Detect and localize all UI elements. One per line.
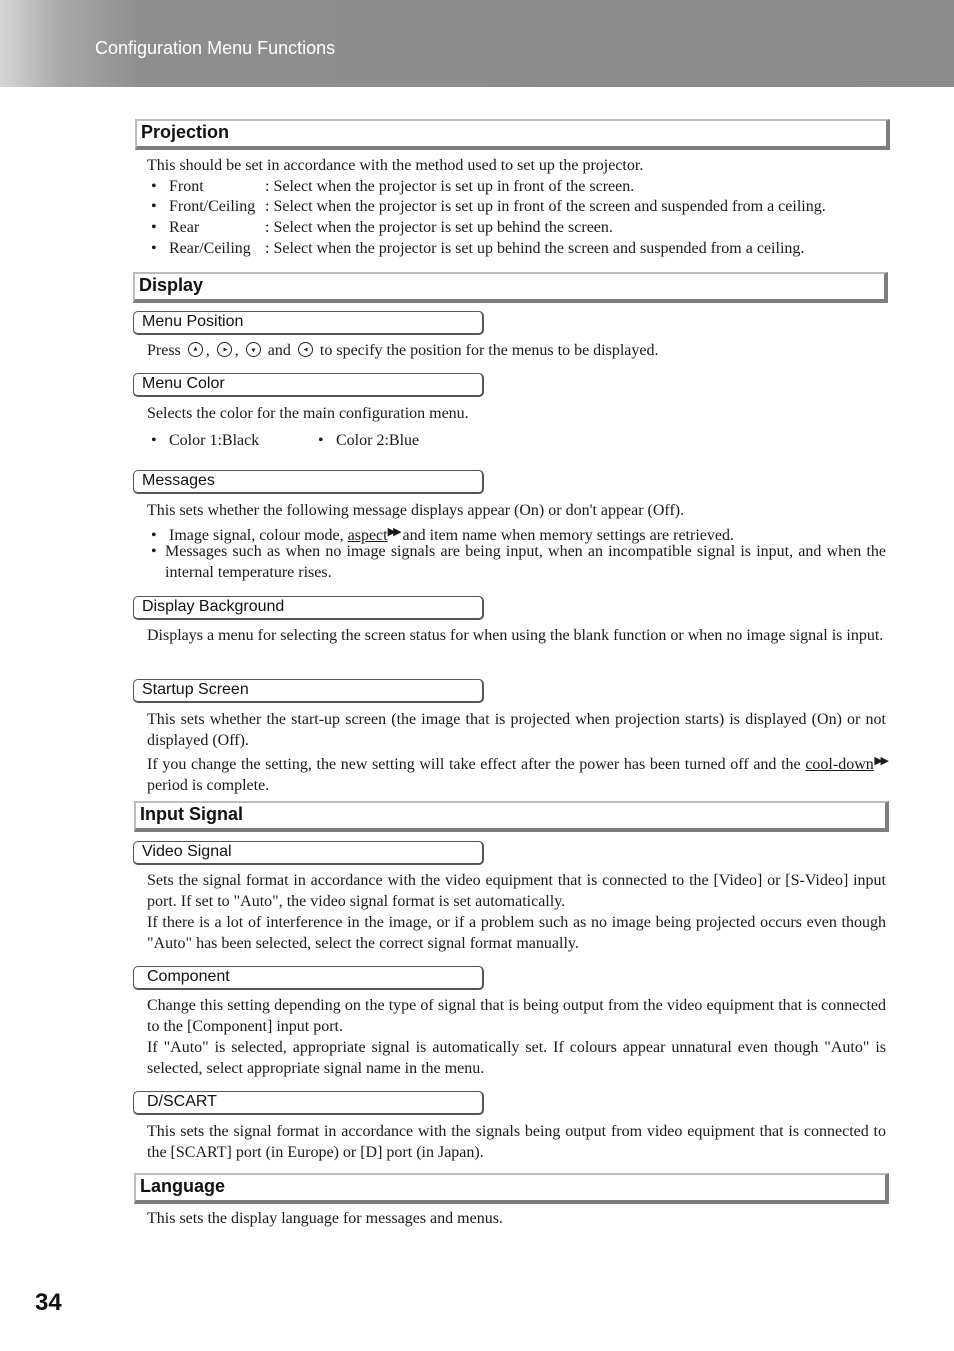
page-number: 34 xyxy=(35,1289,62,1316)
list-item: • Front xyxy=(151,178,204,195)
section-heading-projection xyxy=(135,119,890,150)
option-label: Front/Ceiling xyxy=(169,198,256,215)
option-label: Rear xyxy=(169,219,200,236)
option-label: Rear/Ceiling xyxy=(169,240,251,257)
video-signal-text-1: Sets the signal format in accordance with the video equipment that is connected to the [Video] or [S-Video] input port. If set to "Auto", the video signal format is set automatically. xyxy=(147,872,886,910)
option-description: : Select when the projector is set up behind the screen and suspended from a ceiling. xyxy=(265,240,805,257)
section-heading-display xyxy=(133,272,888,303)
section-heading-input-signal xyxy=(134,801,889,832)
menu-color-text: Selects the color for the main configuration menu. xyxy=(147,405,469,422)
list-item: • Rear/Ceiling xyxy=(151,240,251,257)
option-description: : Select when the projector is set up in front of the screen and suspended from a ceiling. xyxy=(265,198,826,215)
startup-screen-text-2: If you change the setting, the new setting will take effect after the power has been turned off and the cool-down▶▶ period is complete. xyxy=(147,754,887,794)
menu-position-text: Press , , and to specify the position for the menus to be displayed. xyxy=(147,342,659,359)
language-text: This sets the display language for messages and menus. xyxy=(147,1210,503,1227)
option-description: : Select when the projector is set up behind the screen. xyxy=(265,219,613,236)
list-item: • Front/Ceiling xyxy=(151,198,256,215)
section-heading-language xyxy=(134,1173,889,1204)
section-heading-label: Display xyxy=(139,275,204,295)
section-heading-label: Language xyxy=(140,1176,226,1196)
component-text-1: Change this setting depending on the type of signal that is being output from the video equipment that is connected to the [Component] input port. xyxy=(147,997,886,1035)
up-button-icon xyxy=(188,342,203,357)
glossary-link-aspect[interactable]: aspect xyxy=(347,527,388,544)
header-title: Configuration Menu Functions xyxy=(95,38,336,58)
section-heading-label: Input Signal xyxy=(140,804,243,824)
subheading-menu-color xyxy=(133,373,484,397)
messages-text: This sets whether the following message displays appear (On) or don't appear (Off). xyxy=(147,502,685,519)
section-heading-label: Projection xyxy=(141,122,230,142)
list-item: • xyxy=(151,543,157,560)
subheading-label: Messages xyxy=(142,472,215,489)
subheading-display-background xyxy=(133,596,484,620)
glossary-link-cool-down[interactable]: cool-down xyxy=(805,756,874,773)
subheading-label: Menu Position xyxy=(142,313,244,330)
subheading-label: D/SCART xyxy=(147,1093,217,1110)
glossary-arrow-icon: ▶▶ xyxy=(873,754,887,767)
subheading-label: Component xyxy=(147,968,230,985)
d-scart-text: This sets the signal format in accordance with the signals being output from video equipment that is connected to the [SCART] port (in Europe) or [D] port (in Japan). xyxy=(147,1123,886,1161)
left-button-icon xyxy=(298,342,313,357)
subheading-label: Startup Screen xyxy=(142,681,249,698)
down-button-icon xyxy=(246,342,261,357)
list-item: • Image signal, colour mode, aspect▶▶ and item name when memory settings are retrieved. xyxy=(151,525,734,544)
display-background-text: Displays a menu for selecting the screen status for when using the blank function or when no image signal is input. xyxy=(147,627,884,644)
glossary-arrow-icon: ▶▶ xyxy=(387,525,399,538)
page-header-band xyxy=(0,0,954,87)
subheading-menu-position xyxy=(133,311,484,335)
subheading-component xyxy=(133,966,484,990)
messages-bullet-2: Messages such as when no image signals are being input, when an incompatible signal is input, and when the internal temperature rises. xyxy=(165,543,886,581)
startup-screen-text-1: This sets whether the start-up screen (the image that is projected when projection starts) is displayed (On) or not displayed (Off). xyxy=(147,711,886,749)
list-item: • Rear xyxy=(151,219,200,236)
list-item: • Color 2:Blue xyxy=(318,432,420,449)
option-label: Front xyxy=(169,178,204,195)
subheading-messages xyxy=(133,470,484,494)
component-text-2: If "Auto" is selected, appropriate signal is automatically set. If colours appear unnatural even though "Auto" is selected, select appropriate signal name in the menu. xyxy=(147,1039,886,1077)
subheading-label: Display Background xyxy=(142,598,285,615)
list-item: • Color 1:Black xyxy=(151,432,260,449)
projection-intro: This should be set in accordance with the method used to set up the projector. xyxy=(147,157,644,174)
right-button-icon xyxy=(217,342,232,357)
subheading-label: Menu Color xyxy=(142,375,225,392)
video-signal-text-2: If there is a lot of interference in the image, or if a problem such as no image being projected occurs even though "Auto" has been selected, select the correct signal format manually. xyxy=(147,914,886,952)
subheading-startup-screen xyxy=(133,679,484,703)
subheading-d-scart xyxy=(133,1091,484,1115)
option-description: : Select when the projector is set up in front of the screen. xyxy=(265,178,635,195)
subheading-video-signal xyxy=(133,841,484,865)
subheading-label: Video Signal xyxy=(142,843,232,860)
